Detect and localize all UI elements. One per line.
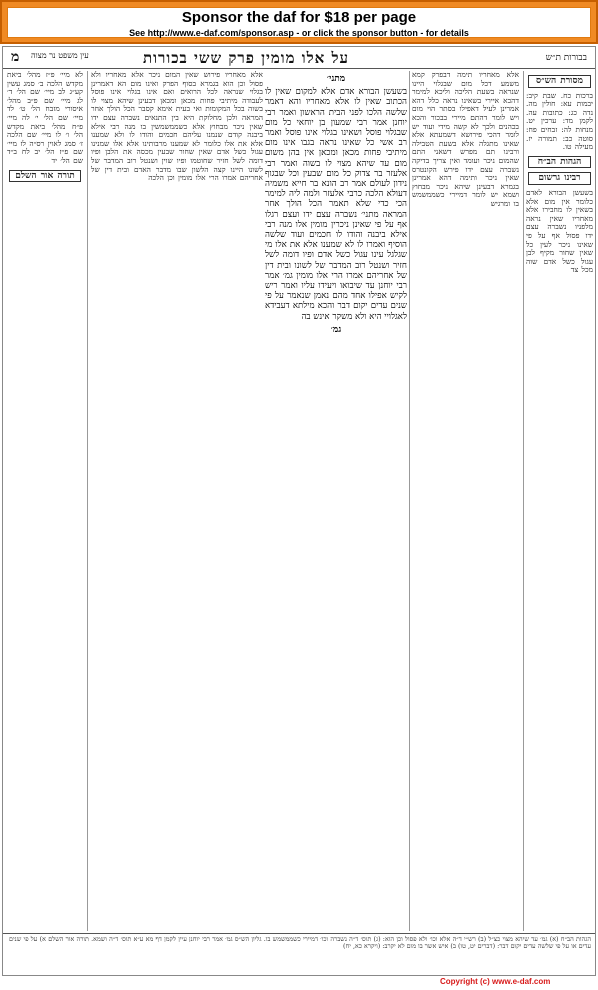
gemara-column <box>265 71 407 931</box>
rashi-text: אלא מאחריו פירוש שאין המום ניכר אלא מאחריו ולא פסול וכן הוא בגמרא בסוף הפרק ואינו מום הא דאמרינן בגלוי שנראה לכל הרואים ואם אינו בגלוי אינו פוסל לעבודה מיתיבי פחות מכאן ומכאן דבעינן שיהא מצוי לו בשוה בכל המקומות ואי בעית אימא קסבר הכל הולך אחר המראה ולכן מחלוקת היא בין התנאים נשברה עצם ידו שאין ניכר מבחוץ אלא כשממשמשין בו מנה רבי אילא ביבנה קודם שנמנו עליהם חכמים והודו לו ולא שמענו אלא את אלו כלומר לא שמענו מרבותינו אלא אלו שמנינו עגול כשל אדם שאין שחור שבעין מכסה את הלבן ופיו דומה לשל חזיר שחוטמו ופיו שוין ושנטל רוב המדבר של לשונו היינו קצה הלשון שבו מדבר האדם ובית דין של אחריהם אמרו הרי אלו מומין וכן הלכה <box>91 71 263 183</box>
hagahot-label: הגהות הב״ח <box>528 156 591 169</box>
tosafot-column <box>409 71 519 931</box>
gemara-marker: גמ׳ <box>330 324 342 335</box>
page-number: מ <box>11 49 20 65</box>
masoret-text: ברכות כח. שבת קיב: יבמות עא: חולין מה. נדה כג: כתובות עה. לקמן מד: ערכין יט. מנחות לה: זבחים פח: סוטה כב: תמורה יז. מעילה טו. <box>526 90 593 152</box>
rabbenu-gershom-label: רבינו גרשום <box>528 172 591 185</box>
page-header <box>3 47 596 69</box>
page-footer <box>3 933 596 976</box>
masoret-label: מסורת הש״ס <box>528 75 591 88</box>
mishnah-marker: מתני׳ <box>326 74 346 84</box>
sponsor-title[interactable]: Sponsor the daf for $18 per page <box>181 9 417 26</box>
margin-column-right <box>523 71 593 931</box>
talmud-page <box>2 46 596 976</box>
torah-or-label: תורה אור השלם <box>9 170 81 183</box>
ein-mishpat-label: עין משפט נר מצוה <box>31 51 89 60</box>
margin-column-left <box>7 71 83 931</box>
rabbenu-gershom-text: בשעשן הבורא לאדם כלומר אין מום אלא בשאין לו מחבירו אלא מאחריו שאין נראה מלפניו נשברה עצם ידו פסול אף על פי שאינו ניכר לעין כל שאין שחור מקיף לבן עגול כשל אדם שוה מכל צד <box>526 187 593 275</box>
ein-mishpat-text: לא מיי׳ פ״ז מהל׳ ביאת מקדש הלכה ב׳ סמג עשין קע״ג לב מיי׳ שם הל׳ ד׳ לג מיי׳ שם פ״ב מהל׳ איסורי מזבח הל׳ ט׳ לד מיי׳ שם הל׳ י׳ לה מיי׳ פ״ח מהל׳ ביאת מקדש הל׳ ו׳ לו מיי׳ שם הלכה ז׳ סמג לאוין רס״ה לז מיי׳ שם פ״ז הל׳ יב לח ב״ד שם הל׳ יד <box>7 71 83 165</box>
copyright-link[interactable]: Copyright (c) www.e-daf.com <box>440 977 551 986</box>
sponsor-subtitle[interactable]: See http://www.e-daf.com/sponsor.asp - or click the sponsor button - for details <box>129 28 469 38</box>
masechet-label: בבורות ת״ש <box>545 53 587 63</box>
sponsor-banner[interactable] <box>0 0 598 44</box>
gemara-text: בשעשן הבורא אדם אלא למקום שאין לו הכתוב שאין לו אלא מאחריו והא דאמר שלשה הלכו לפני הבית הראשון ואמר רבי יוחנן אמר רבי שמעון בן יוחאי כל מום שבגלוי פוסל ושאינו בגלוי אינו פוסל ואמר רב אשי כל שאינו נראה בגבו אינו מום מיתיבי פחות מכאן ומכאן אין בהן משום מום עד שיהא מצוי לו בשוה ואמר רבי אלעזר בר צדוק כל מום שבעין וכל שבגוף נידון לעולם אמר רב הונא בר חייא משמיה דעולא הלכה כרבי אלעזר ולמה ליה למימר הכי כדי שלא תאמר הכל הולך אחר המראה מתני׳ נשברה עצם ידו ועצם רגלו אף על פי שאינן ניכרין מומין אלו מנה רבי אילא ביבנה והודו לו חכמים ועוד שלשה הוסיף ואמרו לו לא שמענו אלא את אלו מי שגלגל עינו עגול כשל אדם ופיו דומה לשל חזיר ושנטל רוב המדבר של לשונו ובית דין של אחריהם אמרו הרי אלו מומין גמ׳ אמר רבי יוחנן עד שיבואו ויעידו עליו ואמר ריש לקיש אפילו אחד מהם נאמן שנאמר על פי שנים עדים יקום דבר והכא מילתא דעבידא לאגלויי היא ולא משקר אינש בה <box>265 87 407 322</box>
chapter-title: על אלו מומין פרק ששי בכורות <box>143 49 349 67</box>
footer-notes: הגהות הב״ח (א) גמ׳ עד שיהא מצוי כצ״ל (ב) רש״י ד״ה אלא וכו׳ ולא פסול וכן הוא: (ג) תוס׳ ד״ה נשברה וכו׳ דמיירי כשממשמש בו. גליון הש״ס גמ׳ אמר רבי יוחנן עיין לקמן דף מא ע״א תוס׳ ד״ה ושמא. תורה אור השלם א) על פי שנים עדים או על פי שלשה עדים יקום דבר: (דברים יט, טו) ב) איש אשר בו מום לא יקרב: (ויקרא כא, יח) <box>9 935 591 951</box>
rashi-column <box>87 71 263 931</box>
tosafot-text: אלא מאחריו תימה דבפרק קמא משמע דכל מום שבגלוי היינו שנראה בשעת הליכה וליכא למימר דהכא איירי בשאינו נראה כלל דהא אמרינן לעיל דאפילו בסתר הוי מום ויש לומר דהתם מיירי בבכור והכא בכהנים ולכך לא קשה מידי ועוד יש לומר דהכי פירושא דשמעתא אלא שאינו מתגלה אלא בשעת הטבילה ורבינו תם מפרש דשאני התם שהמום ניכר ועומד ואין צריך בדיקה נשברה עצם ידו פירש הקונטרס שאין ניכר ותימה דהא אמרינן בגמרא דבעינן שיהא ניכר מבחוץ ושמא יש לומר דמיירי כשממשמש בו ומרגיש <box>412 71 519 208</box>
sponsor-banner-box[interactable] <box>7 7 591 38</box>
